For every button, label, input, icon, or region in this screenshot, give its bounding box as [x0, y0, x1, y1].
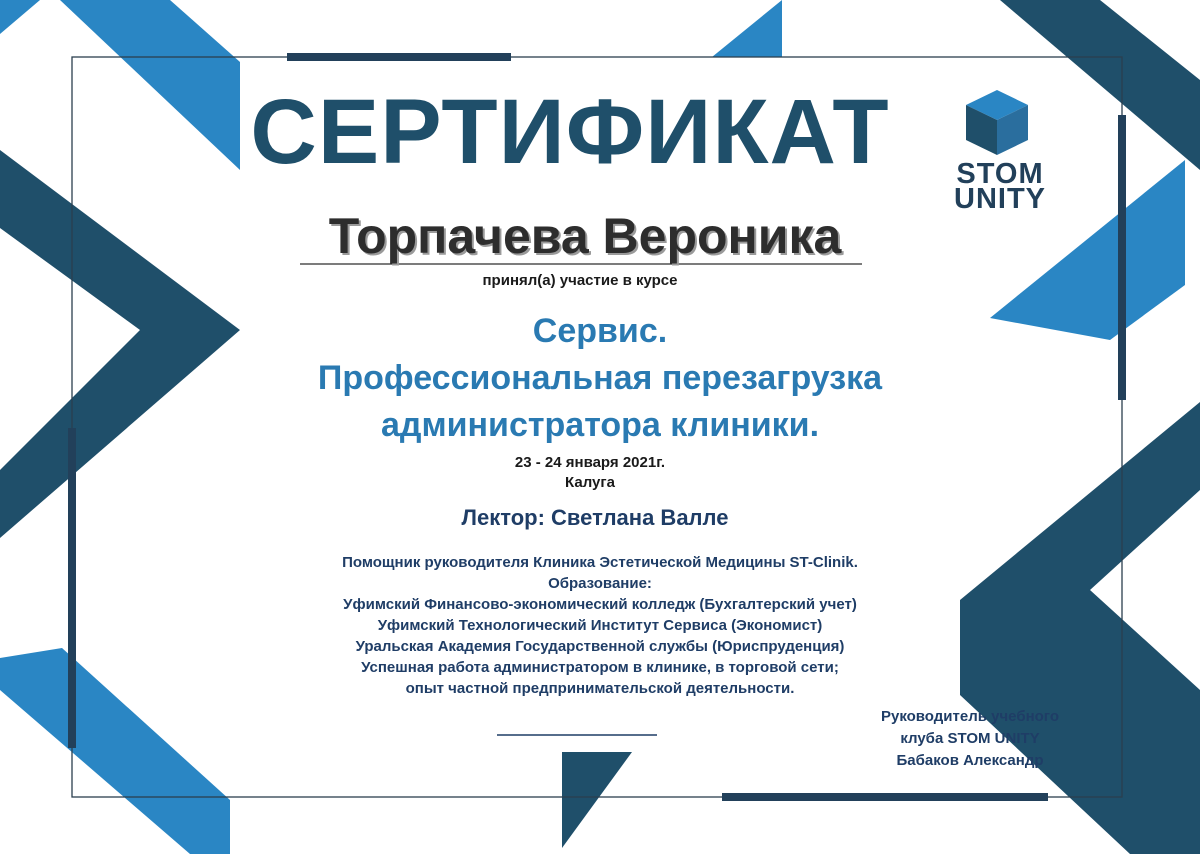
cube-icon — [966, 90, 1028, 155]
participation-text: принял(а) участие в курсе — [482, 272, 678, 289]
top-center-triangle-shape — [712, 0, 782, 57]
signatory-line: Бабаков Александр — [896, 752, 1044, 769]
right-chevron-shape — [960, 402, 1200, 854]
course-line: Сервис. — [532, 312, 668, 350]
top-left-small-shape — [0, 0, 40, 34]
frame-accent-top — [287, 53, 511, 61]
bio-line: Уфимский Финансово-экономический колледж (Бухгалтерский учет) — [343, 596, 857, 613]
top-left-band-shape — [60, 0, 240, 170]
course-title — [230, 308, 970, 449]
bottom-left-band-shape — [0, 648, 230, 854]
frame-accent-bottom — [722, 793, 1048, 801]
logo-line-unity: UNITY — [954, 183, 1046, 215]
bio-line: опыт частной предпринимательской деятельности. — [405, 680, 795, 697]
left-chevron-shape — [0, 150, 240, 538]
lecturer-name: Лектор: Светлана Валле — [461, 505, 729, 530]
recipient-name: Торпачева Вероника — [328, 208, 842, 264]
signatory-block — [850, 706, 1090, 772]
certificate-title: СЕРТИФИКАТ — [250, 81, 890, 183]
course-line: Профессиональная перезагрузка — [317, 359, 883, 397]
frame-accent-left — [68, 428, 76, 748]
bio-line: Успешная работа администратором в клинике, в торговой сети; — [361, 659, 839, 676]
bottom-center-triangle-shape — [562, 752, 632, 848]
bio-line: Помощник руководителя Клиника Эстетической Медицины ST-Clinik. — [342, 554, 858, 571]
signatory-line: клуба STOM UNITY — [900, 730, 1040, 747]
logo-line-stom: STOM — [956, 158, 1044, 190]
stom-unity-logo — [930, 158, 1070, 215]
course-line: администратора клиники. — [380, 406, 820, 444]
bio-line: Уральская Академия Государственной службы (Юриспруденция) — [355, 638, 845, 655]
course-city: Калуга — [565, 474, 615, 491]
course-dates: 23 - 24 января 2021г. — [514, 454, 666, 471]
course-dates-location — [430, 453, 750, 493]
frame-accent-right — [1118, 115, 1126, 400]
signatory-line: Руководитель учебного — [880, 708, 1060, 725]
top-right-band-shape — [1000, 0, 1200, 170]
lecturer-bio — [230, 552, 970, 699]
bio-line: Образование: — [548, 575, 652, 592]
bio-line: Уфимский Технологический Институт Сервиса (Экономист) — [377, 617, 823, 634]
